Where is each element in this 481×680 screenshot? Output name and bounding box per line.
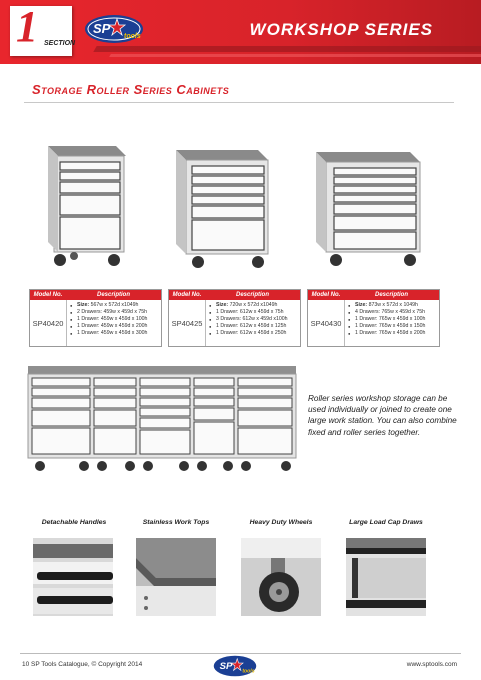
footer-logo xyxy=(213,655,257,677)
handle-photo-icon xyxy=(33,538,113,616)
spec-line: ● 4 Drawers: 765w x 459d x 75h xyxy=(355,309,425,316)
worktop-photo-icon xyxy=(136,538,216,616)
spec-line: ● 3 Drawers: 612w x 459d x100h xyxy=(216,316,288,323)
wheel-photo-icon xyxy=(241,538,321,616)
spec-size: ● Size: 720w x 572d x1049h xyxy=(216,302,288,309)
svg-text:tools: tools xyxy=(242,668,255,675)
spec-line: ● 1 Drawer: 765w x 459d x 150h xyxy=(355,323,425,330)
cabinet-image-sp40425 xyxy=(172,146,272,272)
model-number: SP40430 xyxy=(308,300,345,346)
spec-size: ● Size: 873w x 572d x 1049h xyxy=(355,302,425,309)
series-title: WORKSHOP SERIES xyxy=(249,20,433,39)
feature-label-wheels: Heavy Duty Wheels xyxy=(249,519,313,526)
model-number: SP40425 xyxy=(169,300,206,346)
roller-description: Roller series workshop storage can be used individually or joined to create one large work station. You can also combine fixed and roller series together. xyxy=(308,394,457,437)
spec-line: ● 1 Drawer: 765w x 459d x 100h xyxy=(355,316,425,323)
col-desc-header: Description xyxy=(66,290,161,300)
cabinet-image-sp40420 xyxy=(44,142,130,270)
svg-text:SP: SP xyxy=(93,21,111,36)
cabinet-image-sp40430 xyxy=(312,148,424,270)
col-model-header: Model No. xyxy=(308,290,344,300)
spec-line: ● 1 Drawer: 612w x 459d x 75h xyxy=(216,309,288,316)
spec-line: ● 1 Drawer: 612w x 459d x 125h xyxy=(216,323,288,330)
spec-line: ● 1 Drawer: 459w x 459d x 100h xyxy=(77,316,147,323)
spec-line: ● 1 Drawer: 765w x 459d x 200h xyxy=(355,330,425,337)
feature-label-drawers: Large Load Cap Draws xyxy=(349,519,423,526)
footer-copyright: 10 SP Tools Catalogue, © Copyright 2014 xyxy=(22,661,143,668)
page-title: Storage Roller Series Cabinets xyxy=(32,82,230,97)
model-number: SP40420 xyxy=(30,300,67,346)
col-desc-header: Description xyxy=(344,290,439,300)
feature-label-handles: Detachable Handles xyxy=(41,519,107,526)
section-number: 1 xyxy=(16,2,38,51)
spec-line: ● 1 Drawer: 459w x 459d x 200h xyxy=(77,323,147,330)
svg-text:SP: SP xyxy=(219,660,233,672)
spec-size: ● Size: 567w x 572d x1049h xyxy=(77,302,147,309)
spec-line: ● 2 Drawers: 459w x 459d x 75h xyxy=(77,309,147,316)
spec-line: ● 1 Drawer: 612w x 459d x 250h xyxy=(216,330,288,337)
section-label: SECTION xyxy=(44,40,76,47)
spec-table-sp40430 xyxy=(307,289,440,347)
spec-table-sp40420 xyxy=(29,289,162,347)
title-bar xyxy=(24,80,454,103)
footer-divider xyxy=(20,653,461,654)
col-desc-header: Description xyxy=(205,290,300,300)
feature-label-worktops: Stainless Work Tops xyxy=(142,519,210,526)
spec-table-sp40425 xyxy=(168,289,301,347)
svg-text:tools: tools xyxy=(124,33,141,40)
footer-website: www.sptools.com xyxy=(406,661,457,668)
sp-tools-logo xyxy=(84,14,144,44)
spec-line: ● 1 Drawer: 459w x 459d x 300h xyxy=(77,330,147,337)
col-model-header: Model No. xyxy=(30,290,66,300)
workstation-image xyxy=(26,360,298,476)
drawer-photo-icon xyxy=(346,538,426,616)
col-model-header: Model No. xyxy=(169,290,205,300)
